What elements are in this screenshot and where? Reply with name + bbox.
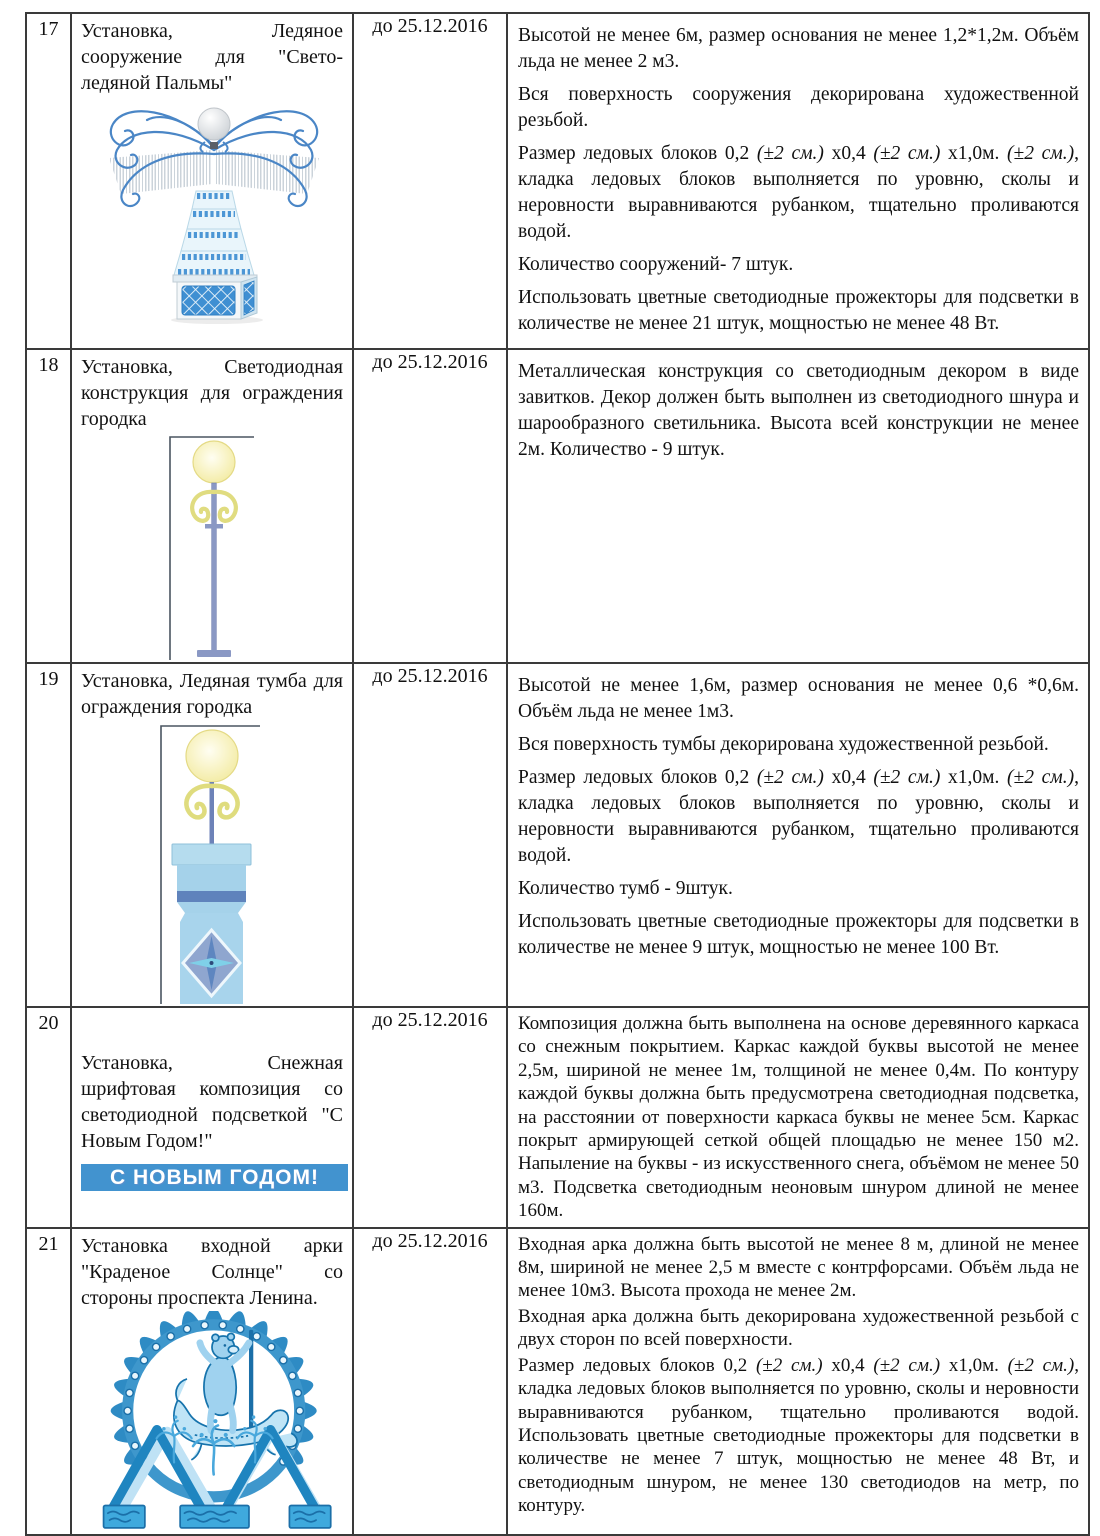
spec-description-cell [507, 663, 1089, 1007]
spec-description-cell [507, 1007, 1089, 1228]
row-number: 20 [26, 1007, 71, 1228]
item-name-cell [71, 13, 353, 349]
spec-paragraphs [518, 673, 1079, 961]
table-row-21 [26, 1228, 1089, 1535]
spec-paragraph: Металлическая конструкция со светодиодным декором в виде завитков. Декор должен быть выполнен из светодиодного шнура и шарообразного светильника. Высота всей конструкции не менее 2м. Количество - 9 штук. [518, 361, 1079, 460]
deadline-date: до 25.12.2016 [353, 663, 507, 1007]
item-name: Установка, Снежная шрифтовая композиция со светодиодной подсветкой "С Новым Годом!" [81, 1052, 343, 1152]
table-row-18 [26, 349, 1089, 663]
spec-paragraph: Количество тумб - 9штук. [518, 878, 733, 899]
spec-paragraph: Высотой не менее 6м, размер основания не менее 1,2*1,2м. Объём льда не менее 2 м3. [518, 25, 1079, 72]
deadline-date: до 25.12.2016 [353, 1007, 507, 1228]
deadline-date: до 25.12.2016 [353, 13, 507, 349]
item-name-cell [71, 1007, 353, 1228]
item-name-cell [71, 663, 353, 1007]
spec-paragraphs [518, 359, 1079, 463]
row-number: 19 [26, 663, 71, 1007]
spec-paragraph: Вся поверхность тумбы декорирована художественной резьбой. [518, 734, 1049, 755]
spec-paragraph: Размер ледовых блоков 0,2 (±2 см.) х0,4 (±2 см.) х1,0м. (±2 см.), кладка ледовых блоков выполняется по уровню, сколы и неровности выравниваются рубанком, тщательно проливаются водой. [518, 143, 1079, 242]
ice-pedestal-illustration [159, 720, 264, 1006]
item-name: Установка, Ледяное сооружение для "Свето-ледяной Пальмы" [81, 20, 343, 94]
row-number: 17 [26, 13, 71, 349]
spec-paragraph: Входная арка должна быть высотой не менее 8 м, длиной не менее 8м, шириной не менее 2,5 м вместе с контрфорсами. Объём льда не менее 10м3. Высота прохода не менее 2м. [518, 1233, 1079, 1302]
happy-new-year-banner: С НОВЫМ ГОДОМ! [81, 1164, 348, 1191]
led-fence-lamp-illustration [167, 432, 259, 662]
spec-paragraph: Высотой не менее 1,6м, размер основания не менее 0,6 *0,6м. Объём льда не менее 1м3. [518, 675, 1079, 722]
spec-paragraph: Вся поверхность сооружения декорирована художественной резьбой. [518, 84, 1079, 131]
item-name: Установка входной арки "Краденое Солнце" со стороны проспекта Ленина. [81, 1234, 343, 1309]
deadline-date: до 25.12.2016 [353, 349, 507, 663]
item-name: Установка, Светодиодная конструкция для ограждения городка [81, 356, 343, 430]
spec-paragraph: Размер ледовых блоков 0,2 (±2 см.) х0,4 (±2 см.) х1,0м. (±2 см.), кладка ледовых блоков выполняется по уровню, сколы и неровности выравниваются рубанком, тщательно проливаются водой. [518, 767, 1079, 866]
row-number: 21 [26, 1228, 71, 1535]
spec-paragraphs [518, 23, 1079, 337]
spec-description-cell [507, 1228, 1089, 1535]
spec-description-cell [507, 349, 1089, 663]
table-row-19 [26, 663, 1089, 1007]
item-name-cell [71, 1228, 353, 1535]
stolen-sun-arch-illustration [83, 1311, 353, 1533]
item-name: Установка, Ледяная тумба для ограждения городка [81, 670, 343, 718]
table-row-17 [26, 13, 1089, 349]
spec-paragraph: Использовать цветные светодиодные прожекторы для подсветки в количестве не менее 21 штук, мощностью не менее 48 Вт. [518, 287, 1079, 334]
table-row-20 [26, 1007, 1089, 1228]
item-name-cell [71, 349, 353, 663]
spec-description-cell [507, 13, 1089, 349]
spec-paragraphs [518, 1233, 1079, 1518]
spec-paragraph: Размер ледовых блоков 0,2 (±2 см.) х0,4 (±2 см.) х1,0м. (±2 см.), кладка ледовых блоков выполняется по уровню, сколы и неровности выравниваются рубанком, тщательно проливаются водой. Использовать цветные светодиодные прожекторы для подсветки в количестве не менее 7 штук, мощностью не менее 48 Вт, и светодиодным шнуром, не менее 130 светодиодов на метр, по контуру. [518, 1354, 1080, 1517]
spec-paragraph: Композиция должна быть выполнена на основе деревянного каркаса со снежным покрытием. Каркас каждой буквы высотой не менее 2,5м, шириной не менее 1м, толщиной не менее 0,4м. По контуру каждой буквы должна быть предусмотрена светодиодная подсветка, на расстоянии от поверхности каркаса буквы не менее 5см. Каркас покрыт армирующей сеткой общей площадью не менее 150 м2. Напыление на буквы - из искусственного снега, объёмом не менее 50 м3. Подсветка светодиодным неоновым шнуром длиной не менее 160м. [518, 1013, 1079, 1222]
deadline-date: до 25.12.2016 [353, 1228, 507, 1535]
ice-light-palm-illustration [81, 98, 347, 324]
spec-paragraph: Количество сооружений- 7 штук. [518, 254, 794, 275]
installation-spec-table [25, 12, 1090, 1536]
row-number: 18 [26, 349, 71, 663]
spec-paragraph: Входная арка должна быть декорирована художественной резьбой с двух сторон по всей поверхности. [518, 1305, 1079, 1351]
spec-paragraph: Использовать цветные светодиодные прожекторы для подсветки в количестве не менее 9 штук, мощностью не менее 100 Вт. [518, 911, 1079, 958]
spec-paragraphs [518, 1012, 1079, 1223]
